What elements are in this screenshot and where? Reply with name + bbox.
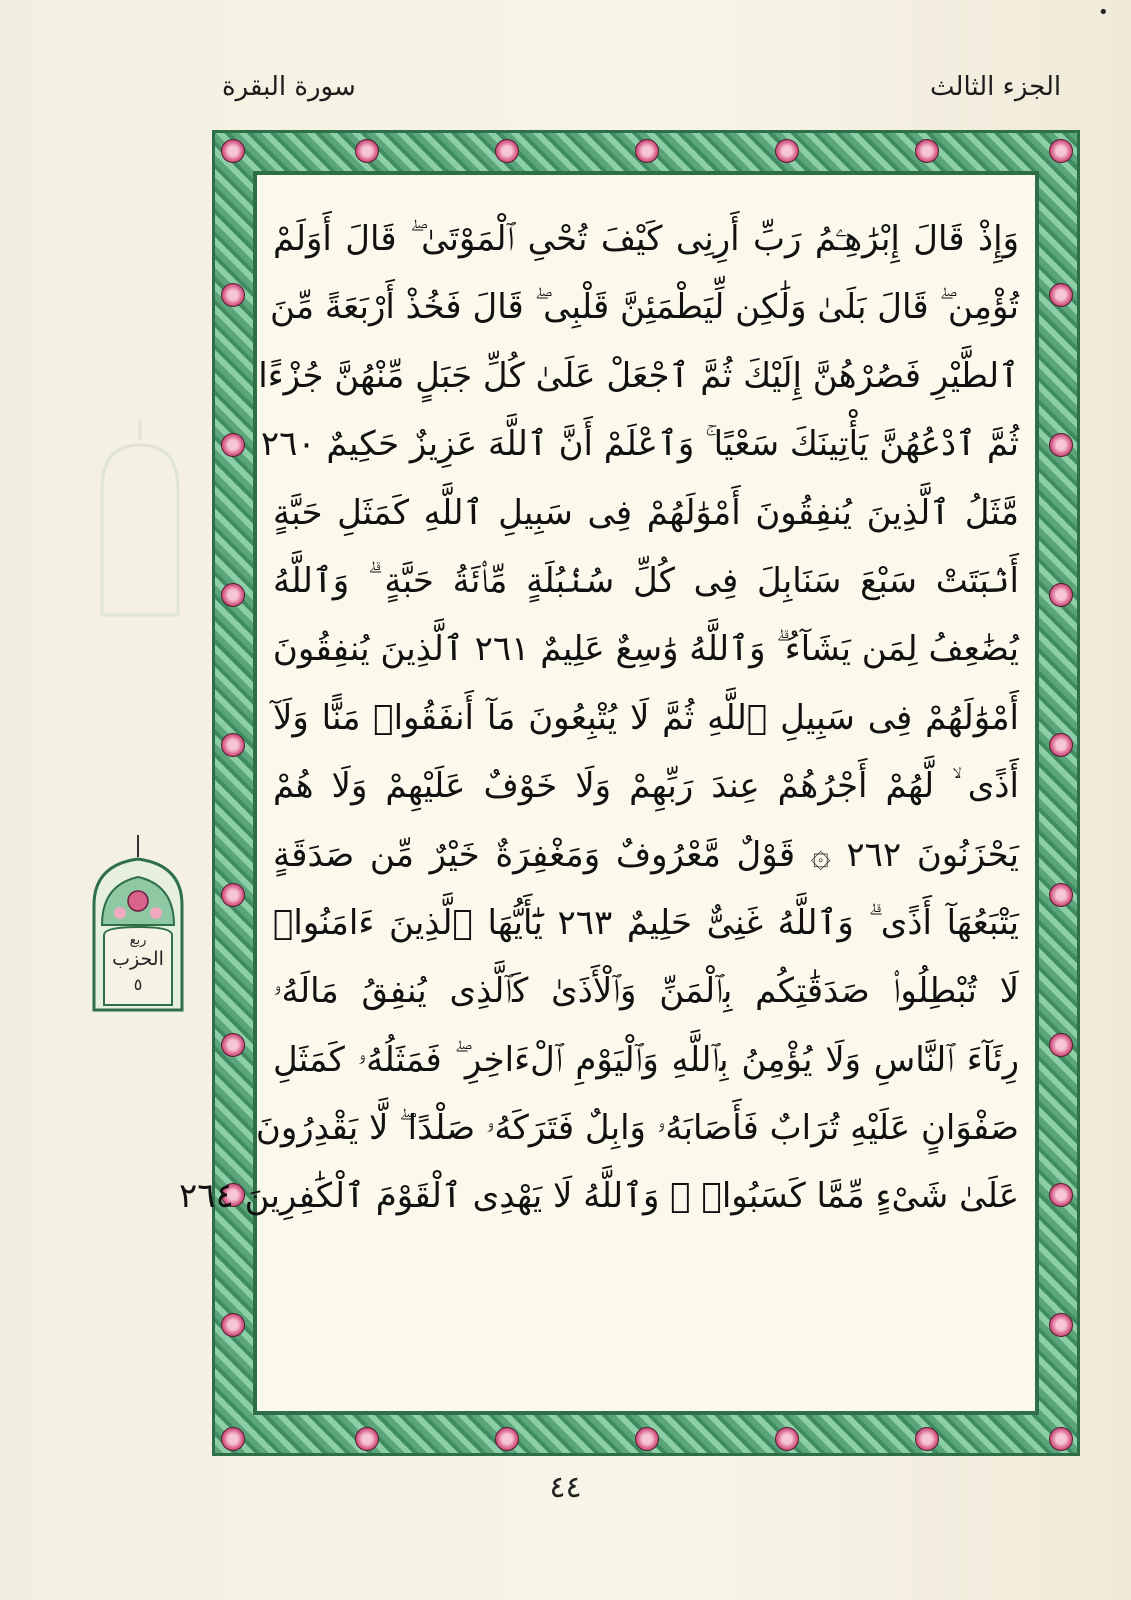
border-flower bbox=[221, 433, 245, 457]
border-flower bbox=[915, 139, 939, 163]
border-flower bbox=[635, 139, 659, 163]
border-flower bbox=[221, 139, 245, 163]
border-flower bbox=[355, 139, 379, 163]
border-flower bbox=[1049, 1427, 1073, 1451]
border-flower bbox=[221, 583, 245, 607]
hizb-number: ٥ bbox=[133, 975, 143, 994]
verse-line: لَا تُبْطِلُوا۟ صَدَقَٰتِكُم بِٱلْمَنِّ وَٱلْأَذَىٰ كَٱلَّذِى يُنفِقُ مَالَهُۥ bbox=[273, 971, 1019, 1012]
border-flower bbox=[1049, 733, 1073, 757]
hizb-marker bbox=[90, 835, 186, 1010]
verse-line: أَمْوَٰلَهُمْ فِى سَبِيلِ ٱللَّهِ ثُمَّ لَا يُتْبِعُونَ مَآ أَنفَقُوا۟ مَنًّا وَلَآ bbox=[273, 697, 1019, 738]
page-dot: • bbox=[1098, 2, 1109, 23]
border-flower bbox=[221, 1033, 245, 1057]
page-number: ٤٤ bbox=[549, 1470, 582, 1505]
verse-line: أَذًى ۙ لَّهُمْ أَجْرُهُمْ عِندَ رَبِّهِمْ وَلَا خَوْفٌ عَلَيْهِمْ وَلَا هُمْ bbox=[273, 766, 1019, 807]
border-flower bbox=[495, 1427, 519, 1451]
verse-line: تُؤْمِن ۖ قَالَ بَلَىٰ وَلَٰكِن لِّيَطْمَئِنَّ قَلْبِى ۖ قَالَ فَخُذْ أَرْبَعَةً مِّنَ bbox=[269, 287, 1019, 328]
border-flower bbox=[635, 1427, 659, 1451]
border-flower bbox=[221, 1313, 245, 1337]
border-flower bbox=[495, 139, 519, 163]
border-flower bbox=[221, 1427, 245, 1451]
verse-line: رِئَآءَ ٱلنَّاسِ وَلَا يُؤْمِنُ بِٱللَّهِ وَٱلْيَوْمِ ٱلْءَاخِرِ ۖ فَمَثَلُهُۥ كَمَثَلِ bbox=[273, 1039, 1019, 1080]
verse-line: عَلَىٰ شَىْءٍ مِّمَّا كَسَبُوا۟ ۗ وَٱللَّهُ لَا يَهْدِى ٱلْقَوْمَ ٱلْكَٰفِرِينَ ٢٦٤ bbox=[178, 1176, 1019, 1217]
verse-line: يُضَٰعِفُ لِمَن يَشَآءُ ۗ وَٱللَّهُ وَٰسِعٌ عَلِيمٌ ٢٦١ ٱلَّذِينَ يُنفِقُونَ bbox=[272, 629, 1019, 670]
verse-line: ٱلطَّيْرِ فَصُرْهُنَّ إِلَيْكَ ثُمَّ ٱجْعَلْ عَلَىٰ كُلِّ جَبَلٍ مِّنْهُنَّ جُزْءًا bbox=[258, 355, 1019, 396]
hizb-label-hizb: الحزب bbox=[112, 948, 164, 970]
verse-line: مَّثَلُ ٱلَّذِينَ يُنفِقُونَ أَمْوَٰلَهُمْ فِى سَبِيلِ ٱللَّهِ كَمَثَلِ حَبَّةٍ bbox=[273, 492, 1019, 533]
ornamental-frame bbox=[178, 130, 1080, 1456]
verse-line: أَنۢبَتَتْ سَبْعَ سَنَابِلَ فِى كُلِّ سُنۢبُلَةٍ مِّا۟ئَةُ حَبَّةٍ ۗ وَٱللَّهُ bbox=[273, 560, 1019, 601]
verse-line: وَإِذْ قَالَ إِبْرَٰهِـۧمُ رَبِّ أَرِنِى كَيْفَ تُحْىِ ٱلْمَوْتَىٰ ۖ قَالَ أَوَلَمْ bbox=[273, 219, 1019, 259]
border-flower bbox=[1049, 1033, 1073, 1057]
border-flower bbox=[1049, 1183, 1073, 1207]
border-flower bbox=[221, 883, 245, 907]
border-flower bbox=[775, 1427, 799, 1451]
verse-text-area bbox=[178, 205, 1019, 1391]
border-flower bbox=[915, 1427, 939, 1451]
verse-line: يَتْبَعُهَآ أَذًى ۗ وَٱللَّهُ غَنِىٌّ حَلِيمٌ ٢٦٣ يَٰٓأَيُّهَا ٱلَّذِينَ ءَامَنُوا۟ bbox=[273, 902, 1019, 943]
verse-line: ثُمَّ ٱدْعُهُنَّ يَأْتِينَكَ سَعْيًا ۚ وَٱعْلَمْ أَنَّ ٱللَّهَ عَزِيزٌ حَكِيمٌ ٢٦٠ bbox=[260, 424, 1019, 465]
verse-line: صَفْوَانٍ عَلَيْهِ تُرَابٌ فَأَصَابَهُۥ وَابِلٌ فَتَرَكَهُۥ صَلْدًا ۖ لَّا يَقْدِرُونَ bbox=[255, 1108, 1019, 1149]
border-flower bbox=[1049, 433, 1073, 457]
border-flower bbox=[221, 733, 245, 757]
border-flower bbox=[221, 283, 245, 307]
verse-line: يَحْزَنُونَ ٢٦٢ ۞ قَوْلٌ مَّعْرُوفٌ وَمَغْفِرَةٌ خَيْرٌ مِّن صَدَقَةٍ bbox=[273, 834, 1019, 875]
surah-title: سورة البقرة bbox=[222, 72, 356, 102]
border-flower bbox=[1049, 139, 1073, 163]
border-flower bbox=[1049, 283, 1073, 307]
border-flower bbox=[775, 139, 799, 163]
border-flower bbox=[1049, 1313, 1073, 1337]
hizb-label-quarter: ربع bbox=[129, 933, 147, 948]
show-through-marker bbox=[92, 420, 188, 615]
text-panel bbox=[178, 171, 1039, 1415]
border-flower bbox=[355, 1427, 379, 1451]
juz-title: الجزء الثالث bbox=[930, 72, 1062, 102]
border-flower bbox=[1049, 883, 1073, 907]
border-flower bbox=[1049, 583, 1073, 607]
